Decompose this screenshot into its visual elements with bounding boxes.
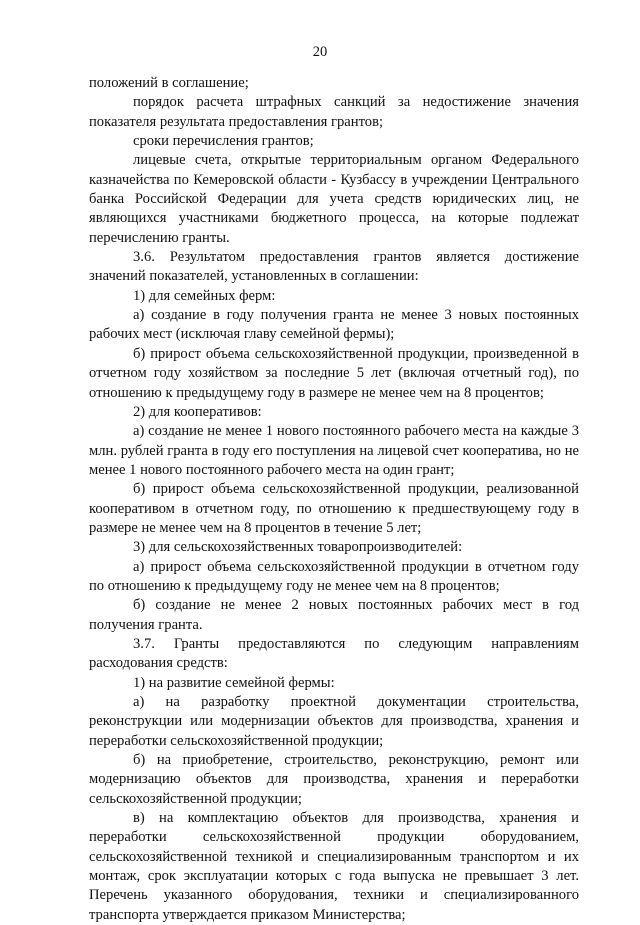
- list-item-family-farms: 1) для семейных ферм:: [133, 287, 276, 304]
- list-item-producers: 3) для сельскохозяйственных товаропроизводителей:: [133, 539, 463, 556]
- paragraph-13: б) создание не менее 2 новых постоянных рабочих мест в год получения гранта.: [89, 597, 579, 633]
- paragraph-2: сроки перечисления грантов;: [133, 133, 314, 150]
- list-item-farm-development: 1) на развитие семейной фермы:: [133, 674, 335, 691]
- section-3-6: 3.6. Результатом предоставления грантов является достижение значений показателей, установленных в соглашении:: [89, 249, 579, 285]
- paragraph-16: а) на разработку проектной документации строительства, реконструкции или модернизации объектов для производства, хранения и переработки сельскохозяйственной продукции;: [89, 694, 579, 749]
- paragraph-7: б) прирост объема сельскохозяйственной продукции, произведенной в отчетном году хозяйством за последние 5 лет (включая отчетный год), по отношению к предыдущему году в размере не менее чем на 8 процентов;: [89, 345, 579, 401]
- paragraph-12: а) прирост объема сельскохозяйственной продукции в отчетном году по отношению к предыдущему году не менее чем на 8 процентов;: [89, 558, 579, 594]
- paragraph-3: лицевые счета, открытые территориальным органом Федерального казначейства по Кемеровской области - Кузбассу в учреждении Центрального банка Российской Федерации для учета средств юридических лиц, не являющихся участниками бюджетного процесса, на которые подлежат перечислению гранты.: [89, 152, 579, 246]
- document-body: [89, 74, 579, 925]
- paragraph-17: б) на приобретение, строительство, реконструкцию, ремонт или модернизацию объектов для производства, хранения и переработки сельскохозяйственной продукции;: [89, 752, 579, 807]
- paragraph-18: в) на комплектацию объектов для производства, хранения и переработки сельскохозяйственной продукции оборудованием, сельскохозяйственной техникой и специализированным транспортом и их монтаж, срок эксплуатации которых с года выпуска не превышает 3 лет. Перечень указанного оборудования, техники и специализированного транспорта утверждается приказом Министерства;: [89, 810, 579, 923]
- paragraph-6: а) создание в году получения гранта не менее 3 новых постоянных рабочих мест (исключая главу семейной фермы);: [89, 307, 579, 343]
- paragraph-1: порядок расчета штрафных санкций за недостижение значения показателя результата предоставления грантов;: [89, 94, 579, 130]
- section-3-7: 3.7. Гранты предоставляются по следующим направлениям расходования средств:: [89, 635, 579, 672]
- page-number: 20: [312, 44, 328, 60]
- paragraph-9: а) создание не менее 1 нового постоянного рабочего места на каждые 3 млн. рублей гранта в году его поступления на лицевой счет кооператива, но не менее 1 нового постоянного рабочего места на один грант;: [89, 423, 579, 478]
- paragraph-0: положений в соглашение;: [89, 75, 249, 91]
- paragraph-10: б) прирост объема сельскохозяйственной продукции, реализованной кооперативом в отчетном году, по отношению к предшествующему году в размере не менее чем на 8 процентов в течение 5 лет;: [89, 481, 579, 536]
- list-item-cooperatives: 2) для кооперативов:: [133, 403, 262, 420]
